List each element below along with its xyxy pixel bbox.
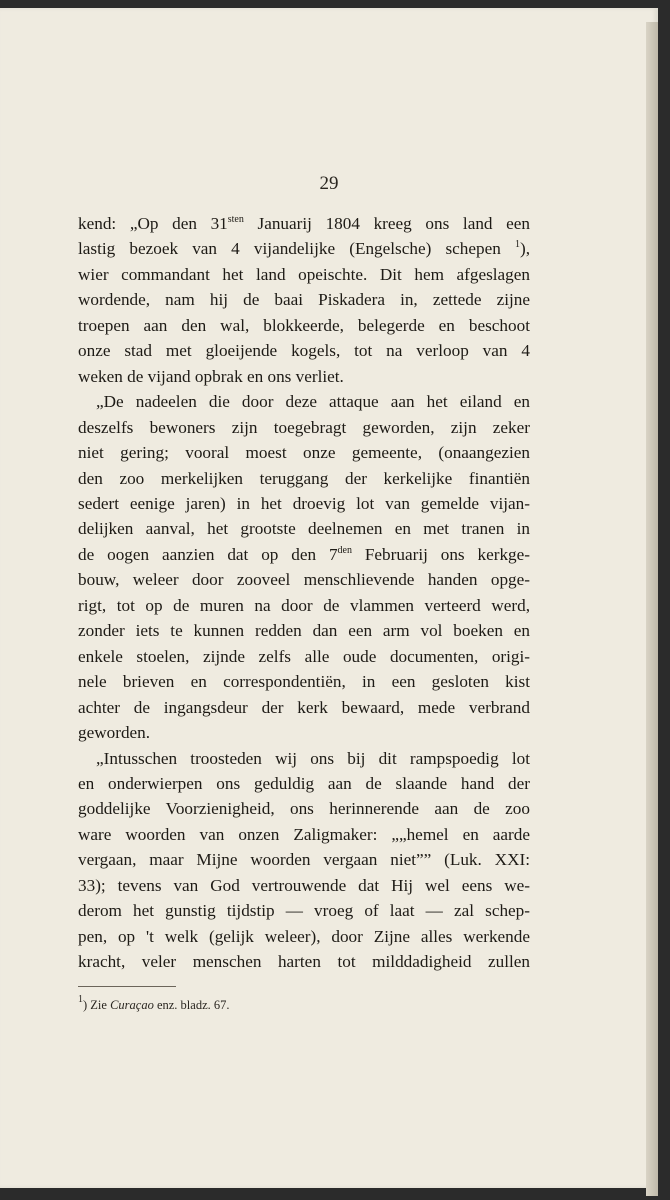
- text-line: pen, op 't welk (gelijk weleer), door Zijne alles werkende: [78, 926, 530, 946]
- text-line: onze stad met gloeijende kogels, tot na verloop van 4: [78, 341, 530, 361]
- text-line: lastig bezoek van 4 vijandelijke (Engelsche) schepen $^1$),: [78, 239, 530, 259]
- text-line: rigt, tot op de muren na door de vlammen verteerd werd,: [78, 595, 530, 615]
- text-line: deszelfs bewoners zijn toegebragt geworden, zijn zeker: [78, 417, 530, 437]
- text-line: enkele stoelen, zijnde zelfs alle oude documenten, origi-: [78, 646, 530, 666]
- text-line: kend: „Op den $31^{sten}$ Januarij 1804 kreeg ons land een: [78, 214, 530, 233]
- text-line: wier commandant het land opeischte. Dit hem afgeslagen: [78, 264, 530, 284]
- text-line: wordende, nam hij de baai Piskadera in, zettede zijne: [78, 290, 530, 310]
- text-line: kracht, veler menschen harten tot milddadigheid zullen: [78, 952, 530, 972]
- text-line: derom het gunstig tijdstip — vroeg of laat — zal schep-: [78, 901, 530, 921]
- text-line: en onderwierpen ons geduldig aan de slaande hand der: [78, 773, 530, 793]
- text-line: troepen aan den wal, blokkeerde, belegerde en beschoot: [78, 315, 530, 335]
- text-line: sedert eenige jaren) in het droevig lot van gemelde vijan-: [78, 493, 530, 513]
- footnote-mark: 1: [78, 994, 83, 1005]
- text-line: niet gering; vooral moest onze gemeente, (onaangezien: [78, 443, 530, 463]
- page-number: 29: [319, 173, 339, 194]
- text-line: bouw, weleer door zooveel menschlievende handen opge-: [78, 570, 530, 590]
- body-text: [78, 211, 530, 975]
- text-line: nele brieven en correspondentiën, in een gesloten kist: [78, 672, 530, 692]
- text-line: delijken aanval, het grootste deelnemen en met tranen in: [78, 519, 530, 539]
- footnote-divider: [78, 986, 176, 987]
- text-line: den zoo merkelijken teruggang der kerkelijke finantiën: [78, 468, 530, 488]
- text-line: ware woorden van onzen Zaligmaker: „„hemel en aarde: [78, 824, 530, 844]
- text-line: de oogen aanzien dat op den $7^{den}$ Februarij ons kerkge-: [78, 544, 530, 564]
- footnote-ref: 1: [514, 239, 520, 251]
- page-edge: [646, 22, 658, 1196]
- text-line: weken de vijand opbrak en ons verliet.: [78, 366, 344, 386]
- footnote-title: Curaçao: [110, 998, 154, 1012]
- text-line: 33); tevens van God vertrouwende dat Hij wel eens we-: [78, 875, 530, 895]
- footnote: $^1$) Zie Curaçao enz. bladz. 67.: [78, 994, 230, 1012]
- text-line: vergaan, maar Mijne woorden vergaan niet”” (Luk. XXI:: [78, 850, 530, 870]
- text-line: geworden.: [78, 723, 151, 743]
- text-line: „Intusschen troosteden wij ons bij dit rampspoedig lot: [96, 748, 530, 768]
- text-line: achter de ingangsdeur der kerk bewaard, mede verbrand: [78, 697, 530, 717]
- text-line: goddelijke Voorzienigheid, ons herinnerende aan de zoo: [78, 799, 530, 819]
- text-line: „De nadeelen die door deze attaque aan het eiland en: [96, 392, 530, 412]
- text-line: zonder iets te kunnen redden dan een arm vol boeken en: [78, 621, 530, 641]
- book-page: [0, 8, 658, 1188]
